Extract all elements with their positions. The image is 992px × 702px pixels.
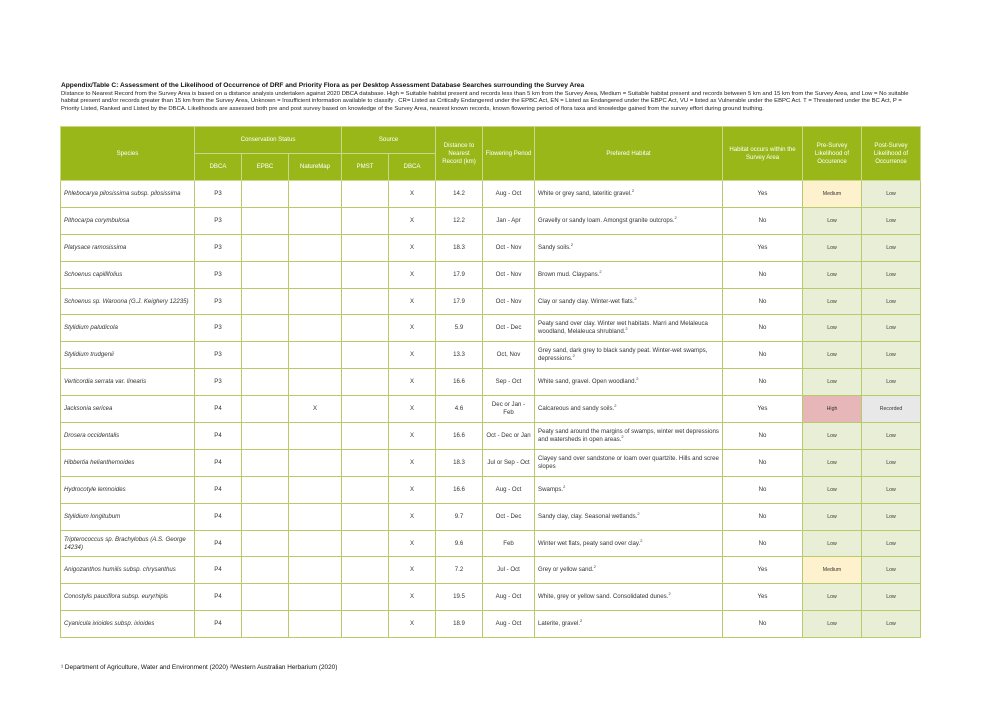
habitat-occurs-cell: No bbox=[723, 530, 803, 557]
pre-survey-likelihood-cell: Low bbox=[803, 207, 862, 234]
dbca-source-cell: X bbox=[389, 584, 436, 611]
header-pre-survey: Pre-Survey Likelihood of Occurence bbox=[803, 127, 862, 181]
epbc-status-cell bbox=[242, 342, 289, 369]
species-cell: Tripterococcus sp. Brachylobus (A.S. George 14234) bbox=[61, 530, 195, 557]
dbca-source-cell: X bbox=[389, 234, 436, 261]
reference-superscript: 2 bbox=[593, 564, 596, 570]
habitat-occurs-cell: No bbox=[723, 261, 803, 288]
pmst-source-cell bbox=[342, 181, 389, 208]
epbc-status-cell bbox=[242, 396, 289, 423]
habitat-occurs-cell: Yes bbox=[723, 396, 803, 423]
table-row bbox=[61, 449, 921, 476]
habitat-cell: Sandy soils.$^2$ bbox=[535, 234, 723, 261]
epbc-status-cell bbox=[242, 181, 289, 208]
dbca-source-cell: X bbox=[389, 423, 436, 450]
habitat-cell: White or grey sand, lateritic gravel.$^2$ bbox=[535, 181, 723, 208]
post-survey-likelihood-cell: Low bbox=[862, 315, 921, 342]
header-habitat-occurs: Habitat occurs within the Survey Area bbox=[723, 127, 803, 181]
flowering-period-cell: Oct - Nov bbox=[483, 261, 535, 288]
habitat-occurs-cell: No bbox=[723, 503, 803, 530]
pre-survey-likelihood-cell: Low bbox=[803, 261, 862, 288]
flowering-period-cell: Jan - Apr bbox=[483, 207, 535, 234]
distance-cell: 19.5 bbox=[436, 584, 483, 611]
page-title: Appendix/Table C: Assessment of the Likelihood of Occurrence of DRF and Priority Flora as per Desktop Assessment Database Searches surrounding the Survey Area bbox=[61, 82, 585, 89]
pmst-source-cell bbox=[342, 315, 389, 342]
post-survey-likelihood-cell: Low bbox=[862, 234, 921, 261]
reference-superscript: 2 bbox=[640, 537, 643, 543]
dbca-status-cell: P3 bbox=[195, 261, 242, 288]
post-survey-likelihood-cell: Low bbox=[862, 369, 921, 396]
dbca-source-cell: X bbox=[389, 342, 436, 369]
post-survey-likelihood-cell: Recorded bbox=[862, 396, 921, 423]
distance-cell: 18.3 bbox=[436, 234, 483, 261]
habitat-occurs-cell: No bbox=[723, 342, 803, 369]
dbca-status-cell: P4 bbox=[195, 503, 242, 530]
reference-superscript: 2 bbox=[563, 483, 566, 489]
habitat-cell: Winter wet flats, peaty sand over clay.$^2$ bbox=[535, 530, 723, 557]
habitat-occurs-cell: Yes bbox=[723, 557, 803, 584]
dbca-status-cell: P3 bbox=[195, 207, 242, 234]
species-cell: Stylidium trudgenii bbox=[61, 342, 195, 369]
dbca-status-cell: P3 bbox=[195, 342, 242, 369]
species-cell: Anigozanthos humilis subsp. chrysanthus bbox=[61, 557, 195, 584]
species-cell: Schoenus sp. Waroona (G.J. Keighery 12235) bbox=[61, 288, 195, 315]
pre-survey-likelihood-cell: Medium bbox=[803, 557, 862, 584]
epbc-status-cell bbox=[242, 530, 289, 557]
epbc-status-cell bbox=[242, 369, 289, 396]
pmst-source-cell bbox=[342, 342, 389, 369]
pmst-source-cell bbox=[342, 423, 389, 450]
dbca-source-cell: X bbox=[389, 396, 436, 423]
table-row bbox=[61, 315, 921, 342]
reference-superscript: 2 bbox=[572, 353, 575, 359]
epbc-status-cell bbox=[242, 261, 289, 288]
reference-superscript: 2 bbox=[674, 214, 677, 220]
habitat-occurs-cell: No bbox=[723, 207, 803, 234]
distance-cell: 14.2 bbox=[436, 181, 483, 208]
naturemap-source-cell bbox=[289, 369, 342, 396]
reference-superscript: 2 bbox=[637, 510, 640, 516]
flowering-period-cell: Oct - Dec bbox=[483, 503, 535, 530]
dbca-source-cell: X bbox=[389, 557, 436, 584]
epbc-status-cell bbox=[242, 315, 289, 342]
distance-cell: 12.2 bbox=[436, 207, 483, 234]
table-row bbox=[61, 369, 921, 396]
post-survey-likelihood-cell: Low bbox=[862, 530, 921, 557]
habitat-cell: Brown mud. Claypans.$^2$ bbox=[535, 261, 723, 288]
pre-survey-likelihood-cell: Low bbox=[803, 234, 862, 261]
dbca-source-cell: X bbox=[389, 315, 436, 342]
habitat-cell: Clay or sandy clay. Winter-wet flats.$^2$ bbox=[535, 288, 723, 315]
dbca-status-cell: P4 bbox=[195, 423, 242, 450]
species-cell: Hibbertia helianthemoides bbox=[61, 449, 195, 476]
habitat-cell: Grey sand, dark grey to black sandy peat. Winter-wet swamps, depressions.$^2$ bbox=[535, 342, 723, 369]
pmst-source-cell bbox=[342, 234, 389, 261]
habitat-cell: Laterite, gravel.$^2$ bbox=[535, 611, 723, 638]
habitat-occurs-cell: Yes bbox=[723, 181, 803, 208]
epbc-status-cell bbox=[242, 503, 289, 530]
table-row bbox=[61, 476, 921, 503]
dbca-source-cell: X bbox=[389, 530, 436, 557]
reference-superscript: 2 bbox=[580, 618, 583, 624]
species-cell: Platysace ramosissima bbox=[61, 234, 195, 261]
reference-superscript: 2 bbox=[625, 326, 628, 332]
habitat-occurs-cell: Yes bbox=[723, 234, 803, 261]
pmst-source-cell bbox=[342, 207, 389, 234]
naturemap-source-cell bbox=[289, 611, 342, 638]
dbca-source-cell: X bbox=[389, 181, 436, 208]
flowering-period-cell: Oct - Nov bbox=[483, 234, 535, 261]
naturemap-source-cell bbox=[289, 261, 342, 288]
habitat-occurs-cell: No bbox=[723, 315, 803, 342]
header-pmst: PMST bbox=[342, 154, 389, 181]
flowering-period-cell: Aug - Oct bbox=[483, 611, 535, 638]
table-row bbox=[61, 396, 921, 423]
table-row bbox=[61, 423, 921, 450]
habitat-cell: Sandy clay, clay. Seasonal wetlands.$^2$ bbox=[535, 503, 723, 530]
table-row bbox=[61, 557, 921, 584]
flowering-period-cell: Feb bbox=[483, 530, 535, 557]
habitat-cell: Grey or yellow sand.$^2$ bbox=[535, 557, 723, 584]
header-naturemap: NatureMap bbox=[289, 154, 342, 181]
distance-cell: 18.3 bbox=[436, 449, 483, 476]
pmst-source-cell bbox=[342, 530, 389, 557]
header-dbca: DBCA bbox=[195, 154, 242, 181]
flowering-period-cell: Jul or Sep - Oct bbox=[483, 449, 535, 476]
header-dbca-source: DBCA bbox=[389, 154, 436, 181]
distance-cell: 5.9 bbox=[436, 315, 483, 342]
pmst-source-cell bbox=[342, 396, 389, 423]
table-row bbox=[61, 611, 921, 638]
post-survey-likelihood-cell: Low bbox=[862, 611, 921, 638]
post-survey-likelihood-cell: Low bbox=[862, 503, 921, 530]
reference-superscript: 2 bbox=[636, 376, 639, 382]
pre-survey-likelihood-cell: Low bbox=[803, 315, 862, 342]
pmst-source-cell bbox=[342, 584, 389, 611]
species-cell: Hydrocotyle lemnoides bbox=[61, 476, 195, 503]
dbca-status-cell: P3 bbox=[195, 315, 242, 342]
dbca-source-cell: X bbox=[389, 207, 436, 234]
table-row bbox=[61, 207, 921, 234]
flowering-period-cell: Oct - Dec or Jan bbox=[483, 423, 535, 450]
pre-survey-likelihood-cell: Medium bbox=[803, 181, 862, 208]
species-cell: Jacksonia sericea bbox=[61, 396, 195, 423]
dbca-status-cell: P4 bbox=[195, 584, 242, 611]
header-conservation-status: Conservation Status bbox=[195, 127, 342, 154]
habitat-cell: Swamps.$^2$ bbox=[535, 476, 723, 503]
habitat-cell: Peaty sand over clay. Winter wet habitats. Marri and Melaleuca woodland, Melaleuca shrubland.$^2$ bbox=[535, 315, 723, 342]
naturemap-source-cell bbox=[289, 557, 342, 584]
dbca-status-cell: P4 bbox=[195, 557, 242, 584]
reference-superscript: 2 bbox=[614, 403, 617, 409]
habitat-cell: White sand, gravel. Open woodland.$^2$ bbox=[535, 369, 723, 396]
table-row bbox=[61, 503, 921, 530]
pmst-source-cell bbox=[342, 261, 389, 288]
post-survey-likelihood-cell: Low bbox=[862, 557, 921, 584]
naturemap-source-cell bbox=[289, 476, 342, 503]
table-row bbox=[61, 584, 921, 611]
naturemap-source-cell: X bbox=[289, 396, 342, 423]
distance-cell: 16.6 bbox=[436, 423, 483, 450]
post-survey-likelihood-cell: Low bbox=[862, 449, 921, 476]
distance-cell: 16.6 bbox=[436, 476, 483, 503]
species-cell: Schoenus capillifolius bbox=[61, 261, 195, 288]
flowering-period-cell: Oct, Nov bbox=[483, 342, 535, 369]
species-cell: Verticordia serrata var. linearis bbox=[61, 369, 195, 396]
dbca-status-cell: P4 bbox=[195, 449, 242, 476]
dbca-source-cell: X bbox=[389, 261, 436, 288]
reference-superscript: 2 bbox=[668, 591, 671, 597]
distance-cell: 17.9 bbox=[436, 288, 483, 315]
dbca-source-cell: X bbox=[389, 476, 436, 503]
dbca-status-cell: P3 bbox=[195, 369, 242, 396]
distance-cell: 17.9 bbox=[436, 261, 483, 288]
epbc-status-cell bbox=[242, 611, 289, 638]
flowering-period-cell: Dec or Jan - Feb bbox=[483, 396, 535, 423]
naturemap-source-cell bbox=[289, 584, 342, 611]
flowering-period-cell: Jul - Oct bbox=[483, 557, 535, 584]
reference-superscript: 2 bbox=[599, 268, 602, 274]
post-survey-likelihood-cell: Low bbox=[862, 181, 921, 208]
flowering-period-cell: Oct - Nov bbox=[483, 288, 535, 315]
header-species: Species bbox=[61, 127, 195, 181]
pre-survey-likelihood-cell: Low bbox=[803, 530, 862, 557]
distance-cell: 16.6 bbox=[436, 369, 483, 396]
pre-survey-likelihood-cell: Low bbox=[803, 342, 862, 369]
table-row bbox=[61, 530, 921, 557]
table-row bbox=[61, 288, 921, 315]
post-survey-likelihood-cell: Low bbox=[862, 584, 921, 611]
distance-cell: 4.6 bbox=[436, 396, 483, 423]
habitat-cell: White, grey or yellow sand. Consolidated dunes.$^2$ bbox=[535, 584, 723, 611]
header-source: Source bbox=[342, 127, 436, 154]
footnote: ¹ Department of Agriculture, Water and Environment (2020) ²Western Australian Herbarium (2020) bbox=[61, 664, 338, 671]
table-body bbox=[61, 181, 921, 638]
header-distance: Distance to Nearest Record (km) bbox=[436, 127, 483, 181]
epbc-status-cell bbox=[242, 476, 289, 503]
post-survey-likelihood-cell: Low bbox=[862, 207, 921, 234]
dbca-status-cell: P4 bbox=[195, 396, 242, 423]
pre-survey-likelihood-cell: Low bbox=[803, 369, 862, 396]
habitat-occurs-cell: No bbox=[723, 288, 803, 315]
habitat-cell: Calcareous and sandy soils.$^2$ bbox=[535, 396, 723, 423]
naturemap-source-cell bbox=[289, 288, 342, 315]
flowering-period-cell: Aug - Oct bbox=[483, 476, 535, 503]
pmst-source-cell bbox=[342, 611, 389, 638]
table-row bbox=[61, 261, 921, 288]
pmst-source-cell bbox=[342, 288, 389, 315]
habitat-occurs-cell: Yes bbox=[723, 584, 803, 611]
pmst-source-cell bbox=[342, 557, 389, 584]
naturemap-source-cell bbox=[289, 423, 342, 450]
naturemap-source-cell bbox=[289, 315, 342, 342]
habitat-occurs-cell: No bbox=[723, 611, 803, 638]
header-habitat: Prefered Habitat bbox=[535, 127, 723, 181]
naturemap-source-cell bbox=[289, 530, 342, 557]
naturemap-source-cell bbox=[289, 234, 342, 261]
post-survey-likelihood-cell: Low bbox=[862, 261, 921, 288]
dbca-status-cell: P3 bbox=[195, 288, 242, 315]
pmst-source-cell bbox=[342, 503, 389, 530]
distance-cell: 7.2 bbox=[436, 557, 483, 584]
header-epbc: EPBC bbox=[242, 154, 289, 181]
dbca-status-cell: P4 bbox=[195, 476, 242, 503]
pmst-source-cell bbox=[342, 449, 389, 476]
epbc-status-cell bbox=[242, 207, 289, 234]
pre-survey-likelihood-cell: Low bbox=[803, 476, 862, 503]
dbca-status-cell: P3 bbox=[195, 234, 242, 261]
species-cell: Drosera occidentalis bbox=[61, 423, 195, 450]
naturemap-source-cell bbox=[289, 342, 342, 369]
pre-survey-likelihood-cell: Low bbox=[803, 288, 862, 315]
reference-superscript: 2 bbox=[631, 187, 635, 193]
species-cell: Phlebocarya pilosissima subsp. pilosissima bbox=[61, 181, 195, 208]
species-cell: Conostylis pauciflora subsp. euryrhipis bbox=[61, 584, 195, 611]
table-row bbox=[61, 342, 921, 369]
epbc-status-cell bbox=[242, 584, 289, 611]
habitat-occurs-cell: No bbox=[723, 369, 803, 396]
naturemap-source-cell bbox=[289, 503, 342, 530]
table-description: Distance to Nearest Record from the Survey Area is based on a distance analysis undertaken against 2020 DBCA database. High = Suitable habitat present and records less than 5 km from the Survey Area, Medium = Suitable habitat present and records between 5 km and 15 km from the Survey Area, and Low = No suitable habitat present and/or records greater than 15 km from the Survey Area, Unknown = Insufficient information available to classify . CR= Listed as Critically Endangered under the EPBC Act, EN = Listed as Endangered under the EBPC Act, VU = listed as Vulnerable under the EBPC Act. T = Threatened under the BC Act, P = Priority Listed, Ranked and Listed by the DBCA. Likelihoods are assessed both pre and post survey based on knowledge of the Survey Area, nearest known records, known flowering period of flora taxa and knowledge gained from the survey effort during ground truthing. bbox=[61, 91, 909, 112]
pre-survey-likelihood-cell: Low bbox=[803, 584, 862, 611]
post-survey-likelihood-cell: Low bbox=[862, 342, 921, 369]
habitat-occurs-cell: No bbox=[723, 476, 803, 503]
dbca-source-cell: X bbox=[389, 503, 436, 530]
distance-cell: 9.7 bbox=[436, 503, 483, 530]
flowering-period-cell: Sep - Oct bbox=[483, 369, 535, 396]
pre-survey-likelihood-cell: Low bbox=[803, 503, 862, 530]
post-survey-likelihood-cell: Low bbox=[862, 288, 921, 315]
epbc-status-cell bbox=[242, 423, 289, 450]
table-row bbox=[61, 234, 921, 261]
flora-likelihood-table bbox=[60, 126, 921, 638]
flowering-period-cell: Aug - Oct bbox=[483, 584, 535, 611]
species-cell: Pithocarpa corymbulosa bbox=[61, 207, 195, 234]
habitat-occurs-cell: No bbox=[723, 449, 803, 476]
dbca-status-cell: P4 bbox=[195, 530, 242, 557]
flowering-period-cell: Oct - Dec bbox=[483, 315, 535, 342]
dbca-source-cell: X bbox=[389, 369, 436, 396]
reference-superscript: 2 bbox=[570, 241, 574, 247]
distance-cell: 18.9 bbox=[436, 611, 483, 638]
habitat-cell: Clayey sand over sandstone or loam over quartzite. Hills and scree slopes bbox=[535, 449, 723, 476]
species-cell: Cyanicula ixioides subsp. ixioides bbox=[61, 611, 195, 638]
species-cell: Stylidium paludicola bbox=[61, 315, 195, 342]
dbca-source-cell: X bbox=[389, 611, 436, 638]
header-flowering: Flowering Period bbox=[483, 127, 535, 181]
post-survey-likelihood-cell: Low bbox=[862, 476, 921, 503]
pmst-source-cell bbox=[342, 369, 389, 396]
epbc-status-cell bbox=[242, 234, 289, 261]
habitat-cell: Peaty sand around the margins of swamps, winter wet depressions and watersheds in open areas.$^2$ bbox=[535, 423, 723, 450]
pmst-source-cell bbox=[342, 476, 389, 503]
dbca-status-cell: P3 bbox=[195, 181, 242, 208]
reference-superscript: 2 bbox=[621, 433, 624, 439]
naturemap-source-cell bbox=[289, 207, 342, 234]
species-cell: Stylidium longitubum bbox=[61, 503, 195, 530]
epbc-status-cell bbox=[242, 449, 289, 476]
post-survey-likelihood-cell: Low bbox=[862, 423, 921, 450]
habitat-occurs-cell: No bbox=[723, 423, 803, 450]
pre-survey-likelihood-cell: High bbox=[803, 396, 862, 423]
dbca-source-cell: X bbox=[389, 449, 436, 476]
header-post-survey: Post-Survey Likelihood of Occurrence bbox=[862, 127, 921, 181]
pre-survey-likelihood-cell: Low bbox=[803, 611, 862, 638]
naturemap-source-cell bbox=[289, 181, 342, 208]
dbca-source-cell: X bbox=[389, 288, 436, 315]
distance-cell: 13.3 bbox=[436, 342, 483, 369]
pre-survey-likelihood-cell: Low bbox=[803, 423, 862, 450]
table-row bbox=[61, 181, 921, 208]
epbc-status-cell bbox=[242, 288, 289, 315]
epbc-status-cell bbox=[242, 557, 289, 584]
flowering-period-cell: Aug - Oct bbox=[483, 181, 535, 208]
habitat-cell: Gravelly or sandy loam. Amongst granite outcrops.$^2$ bbox=[535, 207, 723, 234]
pre-survey-likelihood-cell: Low bbox=[803, 449, 862, 476]
dbca-status-cell: P4 bbox=[195, 611, 242, 638]
distance-cell: 9.6 bbox=[436, 530, 483, 557]
reference-superscript: 2 bbox=[634, 295, 637, 301]
naturemap-source-cell bbox=[289, 449, 342, 476]
